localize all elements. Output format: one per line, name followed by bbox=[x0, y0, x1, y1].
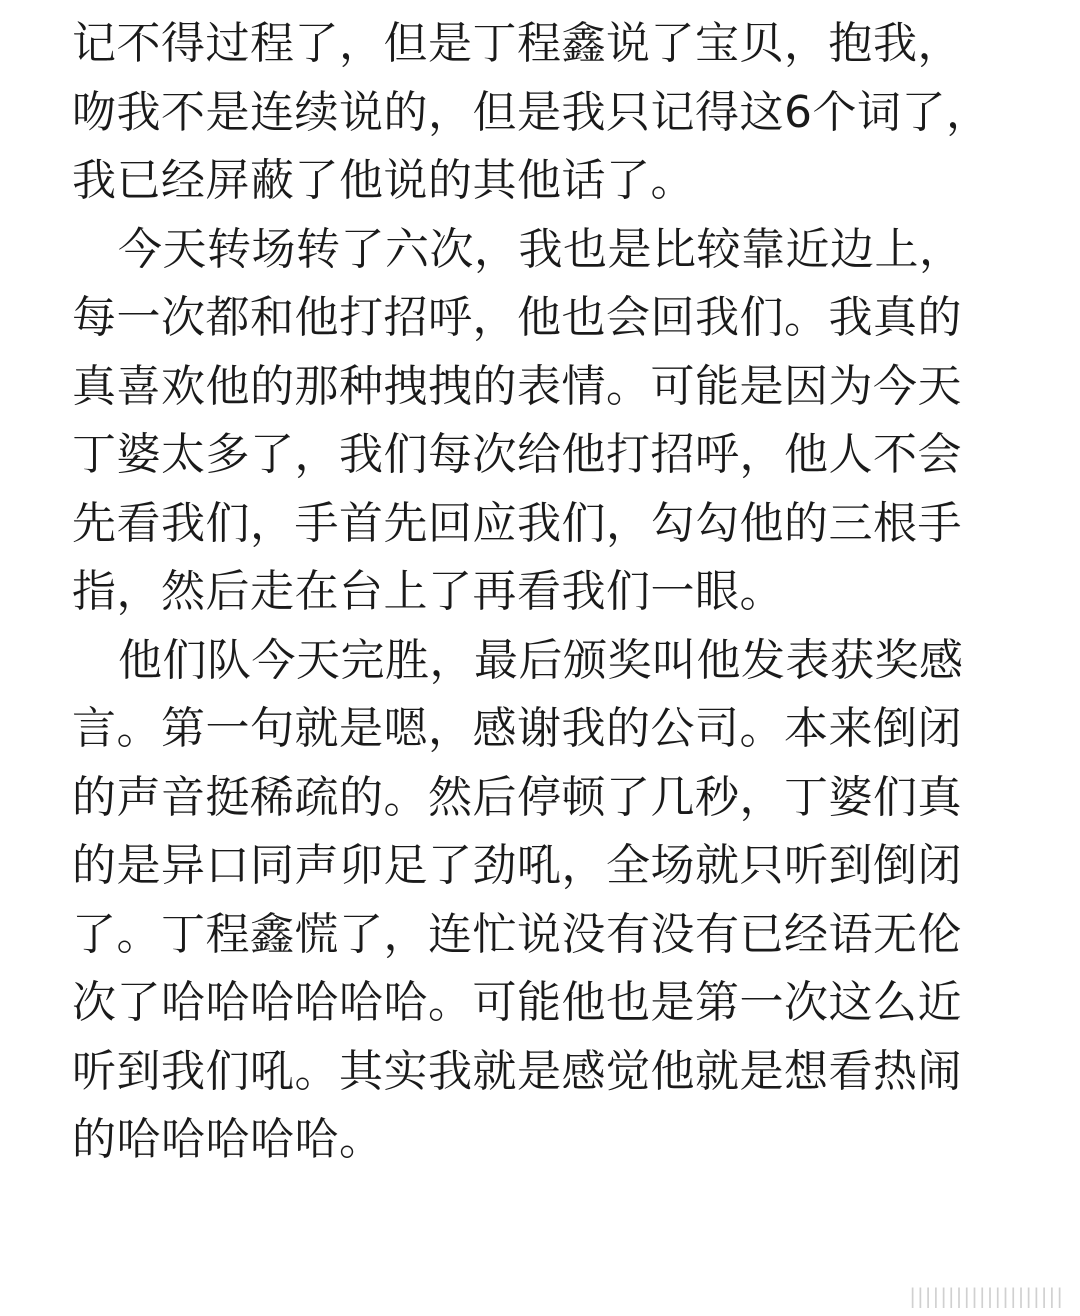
text-line: 丁婆太多了，我们每次给他打招呼，他人不会 bbox=[72, 429, 962, 480]
text-line: 的声音挺稀疏的。然后停顿了几秒，丁婆们真 bbox=[72, 771, 962, 823]
watermark: |||||||||||||||||||| bbox=[909, 1284, 1064, 1308]
text-line: 记不得过程了，但是丁程鑫说了宝贝，抱我， bbox=[72, 18, 962, 69]
article-body bbox=[72, 10, 1012, 1175]
text-line: 每一次都和他打招呼，他也会回我们。我真的 bbox=[72, 292, 962, 343]
text-line: 听到我们吼。其实我就是感觉他就是想看热闹 bbox=[72, 1045, 962, 1097]
text-line: 了。丁程鑫慌了，连忙说没有没有已经语无伦 bbox=[72, 908, 962, 960]
text-line: 吻我不是连续说的，但是我只记得这6个词了， bbox=[72, 86, 991, 138]
text-line: 指，然后走在台上了再看我们一眼。 bbox=[72, 566, 784, 617]
text-line: 我已经屏蔽了他说的其他话了。 bbox=[72, 155, 695, 206]
text-line: 先看我们，手首先回应我们，勾勾他的三根手 bbox=[72, 497, 962, 549]
text-line: 次了哈哈哈哈哈哈。可能他也是第一次这么近 bbox=[72, 977, 962, 1028]
text-line: 言。第一句就是嗯，感谢我的公司。本来倒闭 bbox=[72, 703, 962, 754]
text-line: 的是异口同声卯足了劲吼，全场就只听到倒闭 bbox=[72, 840, 962, 891]
text-line: 真喜欢他的那种拽拽的表情。可能是因为今天 bbox=[72, 360, 962, 412]
paragraph-start-line: 他们队今天完胜，最后颁奖叫他发表获奖感 bbox=[118, 634, 964, 686]
text-line: 的哈哈哈哈哈。 bbox=[72, 1114, 384, 1165]
paragraph-start-line: 今天转场转了六次，我也是比较靠近边上， bbox=[118, 223, 964, 275]
